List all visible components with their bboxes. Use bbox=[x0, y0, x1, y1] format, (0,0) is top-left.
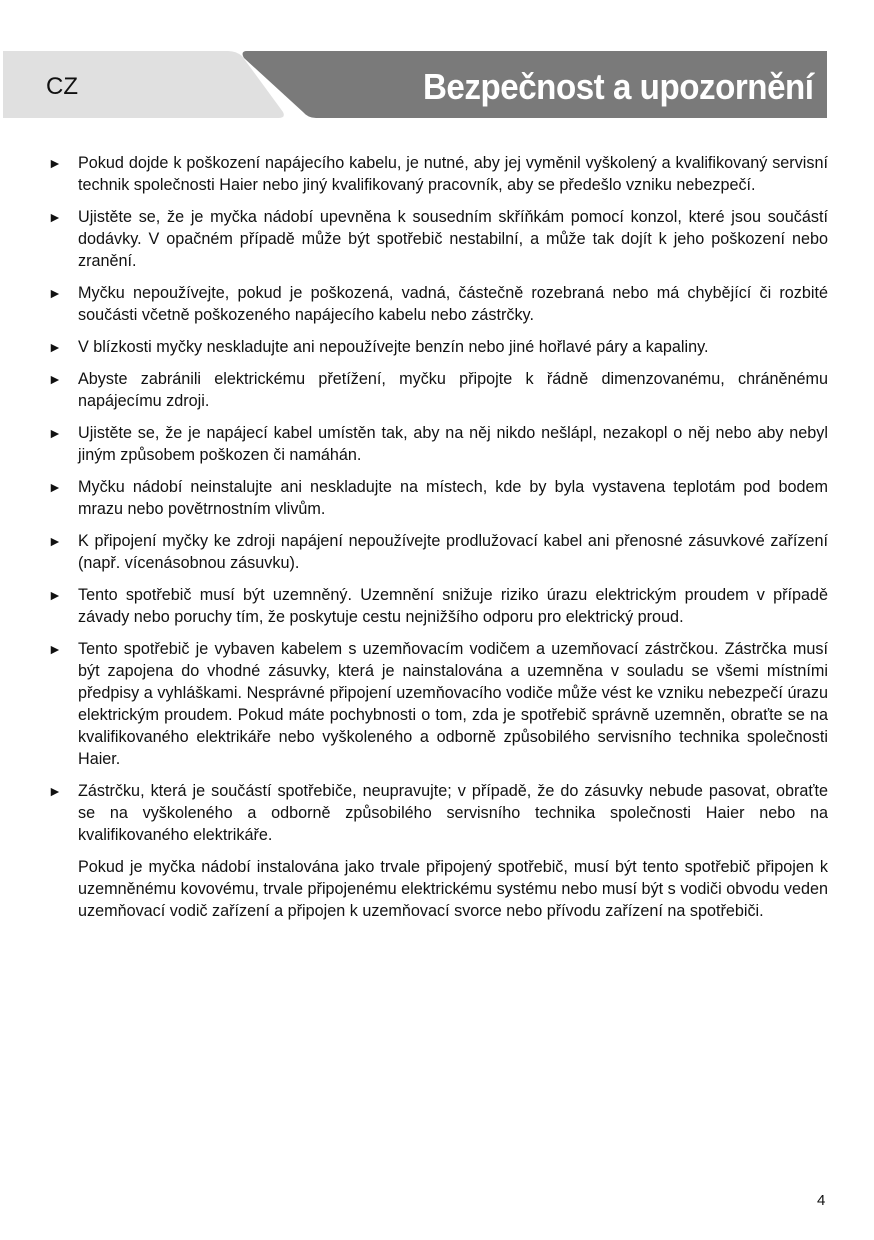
bullet-triangle-icon: ► bbox=[48, 425, 62, 441]
safety-warnings-list bbox=[48, 152, 828, 922]
bullet-triangle-icon: ► bbox=[48, 587, 62, 603]
list-item bbox=[48, 282, 828, 326]
bullet-triangle-icon: ► bbox=[48, 479, 62, 495]
bullet-triangle-icon: ► bbox=[48, 209, 62, 225]
bullet-triangle-icon: ► bbox=[48, 155, 62, 171]
list-item bbox=[48, 422, 828, 466]
list-item-text: Tento spotřebič je vybaven kabelem s uzemňovacím vodičem a uzemňovací zástrčkou. Zástrčka musí být zapojena do vhodné zásuvky, která je nainstalována a uzemněna v souladu se všemi místními předpisy a vyhláškami. Nesprávné připojení uzemňovacího vodiče může vést ke vzniku nebezpečí úrazu elektrickým proudem. Pokud máte pochybnosti o tom, zda je spotřebič správně uzemněn, obraťte se na kvalifikovaného elektrikáře nebo vyškoleného a odborně způsobilého servisního technika společnosti Haier. bbox=[78, 640, 828, 768]
header-tabs-graphic bbox=[0, 0, 874, 130]
bullet-triangle-icon: ► bbox=[48, 783, 62, 799]
list-item-text: Ujistěte se, že je myčka nádobí upevněna k sousedním skříňkám pomocí konzol, které jsou součástí dodávky. V opačném případě může být spotřebič nestabilní, a může tak dojít k jeho poškození nebo zranění. bbox=[78, 208, 828, 270]
bullet-triangle-icon: ► bbox=[48, 285, 62, 301]
list-item-text: Ujistěte se, že je napájecí kabel umístěn tak, aby na něj nikdo nešlápl, nezakopl o něj nebo aby nebyl jiným způsobem poškozen či namáhán. bbox=[78, 424, 828, 464]
page-title: Bezpečnost a upozornění bbox=[423, 66, 814, 107]
closing-paragraph: Pokud je myčka nádobí instalována jako trvale připojený spotřebič, musí být tento spotřebič připojen k uzemněnému kovovému, trvale připojenému elektrickému systému nebo musí být s vodiči obvodu veden uzemňovací vodič zařízení a připojen k uzemňovací svorce nebo přívodu zařízení na spotřebiči. bbox=[78, 858, 828, 920]
list-item bbox=[48, 368, 828, 412]
list-item-text: Myčku nádobí neinstalujte ani neskladujte na místech, kde by byla vystavena teplotám pod bodem mrazu nebo povětrnostním vlivům. bbox=[78, 478, 828, 518]
page-number: 4 bbox=[817, 1192, 826, 1209]
list-item-text: Zástrčku, která je součástí spotřebiče, neupravujte; v případě, že do zásuvky nebude pasovat, obraťte se na vyškoleného a odborně způsobilého servisního technika společnosti Haier nebo na kvalifikovaného elektrikáře. bbox=[78, 782, 828, 844]
list-item-text: Myčku nepoužívejte, pokud je poškozená, vadná, částečně rozebraná nebo má chybějící či rozbité součásti včetně poškozeného napájecího kabelu nebo zástrčky. bbox=[78, 284, 828, 324]
list-item bbox=[48, 336, 828, 358]
list-item bbox=[48, 152, 828, 196]
list-item-text: Tento spotřebič musí být uzemněný. Uzemnění snižuje riziko úrazu elektrickým proudem v případě závady nebo poruchy tím, že poskytuje cestu nejnižšího odporu pro elektrický proud. bbox=[78, 586, 828, 626]
list-item bbox=[48, 476, 828, 520]
list-item-text: Abyste zabránili elektrickému přetížení, myčku připojte k řádně dimenzovanému, chráněnému napájecímu zdroji. bbox=[78, 370, 828, 410]
list-item bbox=[48, 584, 828, 628]
list-item-text: K připojení myčky ke zdroji napájení nepoužívejte prodlužovací kabel ani přenosné zásuvkové zařízení (např. vícenásobnou zásuvku). bbox=[78, 532, 828, 572]
list-item bbox=[48, 530, 828, 574]
list-item-text: Pokud dojde k poškození napájecího kabelu, je nutné, aby jej vyměnil vyškolený a kvalifikovaný servisní technik společnosti Haier nebo jiný kvalifikovaný pracovník, aby se předešlo vzniku nebezpečí. bbox=[78, 154, 828, 194]
list-item bbox=[48, 638, 828, 770]
language-code: CZ bbox=[46, 73, 78, 100]
bullet-triangle-icon: ► bbox=[48, 371, 62, 387]
bullet-triangle-icon: ► bbox=[48, 641, 62, 657]
list-item-text: V blízkosti myčky neskladujte ani nepoužívejte benzín nebo jiné hořlavé páry a kapaliny. bbox=[78, 338, 709, 356]
bullet-triangle-icon: ► bbox=[48, 339, 62, 355]
bullet-triangle-icon: ► bbox=[48, 533, 62, 549]
page-header bbox=[0, 0, 874, 130]
list-item bbox=[48, 206, 828, 272]
list-item bbox=[48, 780, 828, 846]
